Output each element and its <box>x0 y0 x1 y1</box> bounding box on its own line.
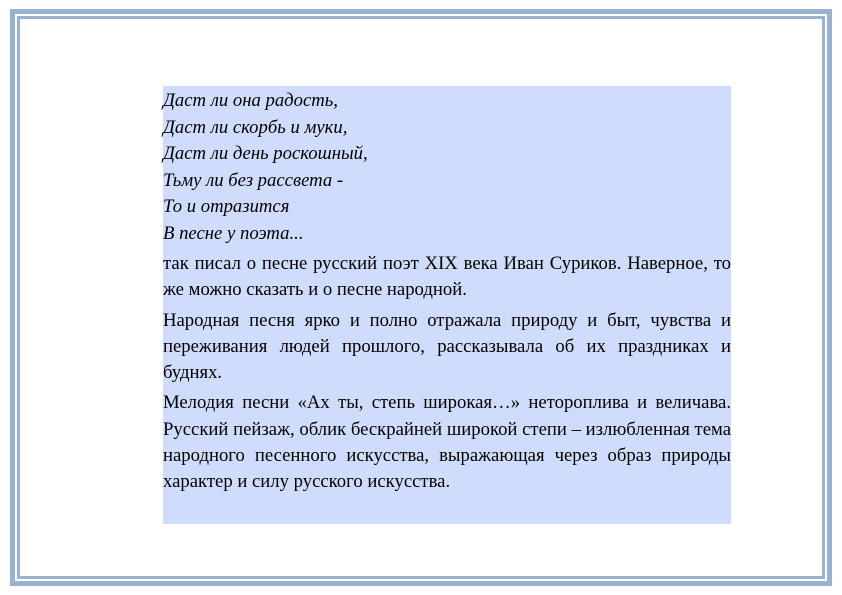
poem-line: Даст ли скорбь и муки, <box>163 116 348 138</box>
paragraph-melody: Мелодия песни «Ах ты, степь широкая…» нетороплива и величава. Русский пейзаж, облик бескрайней широкой степи – излюбленная тема народного песенного искусства, выражающая через образ природы характер и силу русского искусства. <box>163 392 731 493</box>
poem-quote <box>163 88 731 247</box>
paragraph-attribution: так писал о песне русский поэт XIX века Иван Суриков. Наверное, то же можно сказать и о песне народной. <box>163 253 731 301</box>
poem-line: Даст ли день роскошный, <box>163 143 368 164</box>
poem-line: Тьму ли без рассвета - <box>163 169 344 191</box>
poem-line: В песне у поэта... <box>163 222 304 244</box>
paragraph-folk-song: Народная песня ярко и полно отражала природу и быт, чувства и переживания людей прошлого, рассказывала об их праздниках и буднях. <box>163 309 731 384</box>
poem-line: Даст ли она радость, <box>163 90 338 111</box>
poem-line: То и отразится <box>163 196 290 217</box>
text-box <box>163 86 731 524</box>
